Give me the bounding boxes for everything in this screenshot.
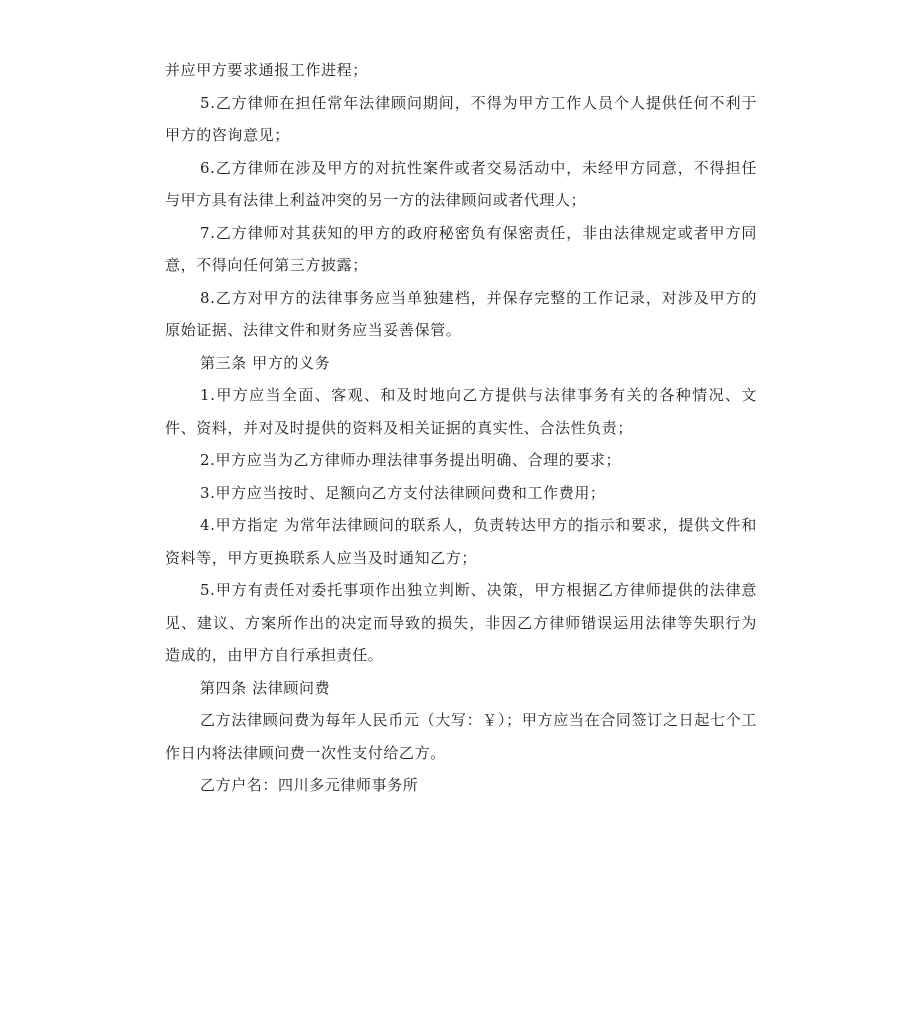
paragraph-clause-3-2: 2.甲方应当为乙方律师办理法律事务提出明确、合理的要求； <box>200 451 622 469</box>
paragraph-clause-2-7: 7.乙方律师对其获知的甲方的政府秘密负有保密责任，非由法律规定或者甲方同意，不得向任何第三方披露； <box>165 223 757 274</box>
paragraph-clause-2-5: 5.乙方律师在担任常年法律顾问期间，不得为甲方工作人员个人提供任何不利于甲方的咨询意见； <box>165 93 757 144</box>
document-body <box>165 54 757 802</box>
paragraph-fee-terms: 乙方法律顾问费为每年人民币元（大写：￥）；甲方应当在合同签订之日起七个工作日内将法律顾问费一次性支付给乙方。 <box>165 711 757 762</box>
paragraph-account-name: 乙方户名：四川多元律师事务所 <box>200 776 419 794</box>
section-heading-article-4: 第四条 法律顾问费 <box>200 678 331 697</box>
paragraph-clause-3-4: 4.甲方指定 为常年法律顾问的联系人，负责转达甲方的指示和要求，提供文件和资料等，甲方更换联系人应当及时通知乙方； <box>165 516 757 567</box>
paragraph-clause-3-3: 3.甲方应当按时、足额向乙方支付法律顾问费和工作费用； <box>200 483 606 502</box>
paragraph-clause-3-5: 5.甲方有责任对委托事项作出独立判断、决策，甲方根据乙方律师提供的法律意见、建议、方案所作出的决定而导致的损失，非因乙方律师错误运用法律等失职行为造成的，由甲方自行承担责任。 <box>165 581 757 664</box>
paragraph-clause-2-6: 6.乙方律师在涉及甲方的对抗性案件或者交易活动中，未经甲方同意，不得担任与甲方具有法律上利益冲突的另一方的法律顾问或者代理人； <box>165 158 757 209</box>
section-heading-article-3: 第三条 甲方的义务 <box>200 353 331 372</box>
paragraph-continuation: 并应甲方要求通报工作进程； <box>165 61 368 79</box>
paragraph-clause-2-8: 8.乙方对甲方的法律事务应当单独建档，并保存完整的工作记录，对涉及甲方的原始证据、法律文件和财务应当妥善保管。 <box>165 288 757 339</box>
paragraph-clause-3-1: 1.甲方应当全面、客观、和及时地向乙方提供与法律事务有关的各种情况、文件、资料，并对及时提供的资料及相关证据的真实性、合法性负责； <box>165 386 757 437</box>
